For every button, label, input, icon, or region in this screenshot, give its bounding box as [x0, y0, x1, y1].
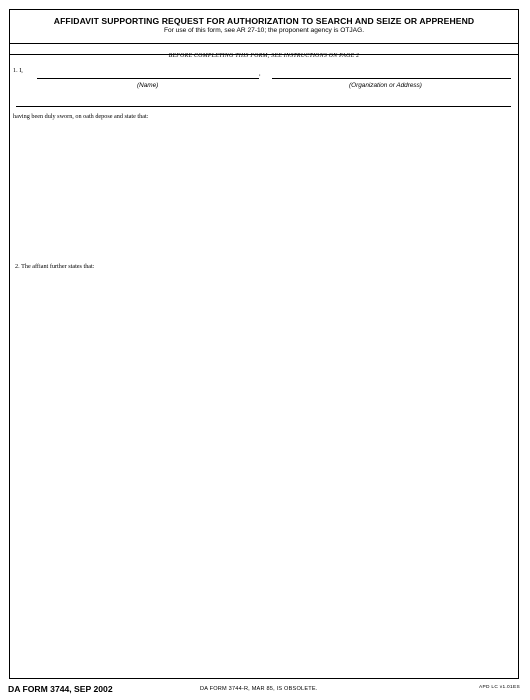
- organization-caption: (Organization or Address): [349, 82, 422, 89]
- footer-form-id: DA FORM 3744, SEP 2002: [8, 684, 113, 694]
- instruction-text: BEFORE COMPLETING THIS FORM, SEE INSTRUCTIONS ON PAGE 2: [168, 53, 360, 59]
- continuation-field[interactable]: [16, 106, 511, 107]
- instruction-band: [10, 44, 518, 59]
- form-frame: [9, 9, 519, 679]
- item1-separator: ,: [259, 70, 261, 77]
- form-subtitle: For use of this form, see AR 27-10; the proponent agency is OTJAG.: [163, 27, 365, 34]
- form-title: AFFIDAVIT SUPPORTING REQUEST FOR AUTHORIZATION TO SEARCH AND SEIZE OR APPREHEND: [53, 16, 475, 26]
- footer-obsolete-note: DA FORM 3744-R, MAR 85, IS OBSOLETE.: [200, 686, 318, 692]
- item1-label: 1. I,: [13, 67, 23, 74]
- footer-version: APD LC v1.01ES: [479, 685, 520, 690]
- name-field[interactable]: [37, 78, 259, 79]
- item2-label: 2. The affiant further states that:: [15, 263, 95, 270]
- title-block: [10, 10, 518, 44]
- sworn-statement: having been duly sworn, on oath depose and state that:: [13, 113, 149, 120]
- name-caption: (Name): [137, 82, 159, 89]
- organization-field[interactable]: [272, 78, 511, 79]
